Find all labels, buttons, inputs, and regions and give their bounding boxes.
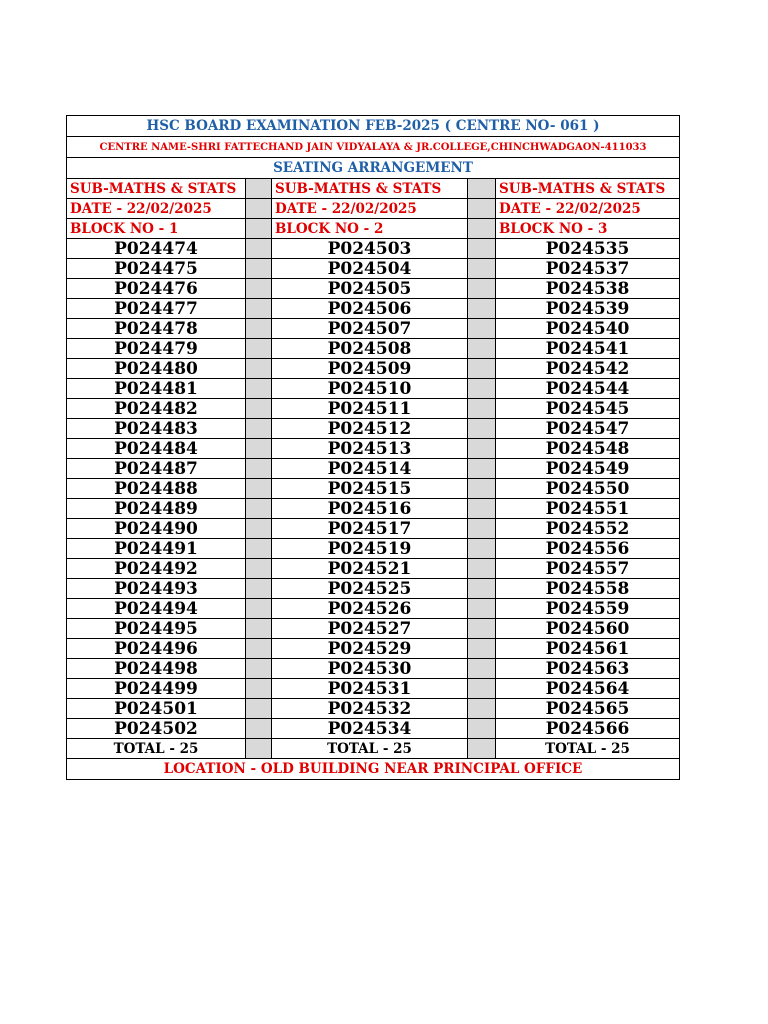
- seat-number: P024506: [272, 299, 468, 319]
- column-spacer: [468, 399, 496, 419]
- seat-number: P024507: [272, 319, 468, 339]
- seat-number: P024544: [496, 379, 679, 399]
- column-spacer: [246, 539, 272, 559]
- seat-number: P024527: [272, 619, 468, 639]
- seat-number: P024517: [272, 519, 468, 539]
- column-spacer: [246, 179, 272, 199]
- exam-title: HSC BOARD EXAMINATION FEB-2025 ( CENTRE NO- 061 ): [67, 116, 679, 137]
- column-spacer: [246, 719, 272, 739]
- column-spacer: [468, 459, 496, 479]
- total-block-1: TOTAL - 25: [67, 739, 246, 759]
- seat-number: P024498: [67, 659, 246, 679]
- column-spacer: [246, 419, 272, 439]
- seat-number: P024516: [272, 499, 468, 519]
- column-spacer: [468, 379, 496, 399]
- subject-label-block-3: SUB-MATHS & STATS: [496, 179, 679, 199]
- column-spacer: [468, 259, 496, 279]
- column-spacer: [468, 579, 496, 599]
- column-spacer: [468, 639, 496, 659]
- seat-number: P024545: [496, 399, 679, 419]
- seat-number: P024556: [496, 539, 679, 559]
- column-spacer: [468, 699, 496, 719]
- seat-number: P024503: [272, 239, 468, 259]
- seat-number: P024563: [496, 659, 679, 679]
- seat-number: P024548: [496, 439, 679, 459]
- column-spacer: [246, 239, 272, 259]
- column-spacer: [468, 279, 496, 299]
- column-spacer: [246, 439, 272, 459]
- column-spacer: [246, 499, 272, 519]
- centre-name: CENTRE NAME-SHRI FATTECHAND JAIN VIDYALAYA & JR.COLLEGE,CHINCHWADGAON-411033: [67, 137, 679, 158]
- seat-number: P024488: [67, 479, 246, 499]
- column-spacer: [246, 699, 272, 719]
- seat-number: P024531: [272, 679, 468, 699]
- subject-label-block-2: SUB-MATHS & STATS: [272, 179, 468, 199]
- column-spacer: [246, 259, 272, 279]
- column-spacer: [468, 339, 496, 359]
- seat-number: P024481: [67, 379, 246, 399]
- seat-number: P024558: [496, 579, 679, 599]
- seat-number: P024566: [496, 719, 679, 739]
- seat-number: P024564: [496, 679, 679, 699]
- column-spacer: [468, 219, 496, 239]
- block-label-block-1: BLOCK NO - 1: [67, 219, 246, 239]
- seat-number: P024561: [496, 639, 679, 659]
- column-spacer: [468, 739, 496, 759]
- date-label-block-1: DATE - 22/02/2025: [67, 199, 246, 219]
- column-spacer: [468, 239, 496, 259]
- date-label-block-2: DATE - 22/02/2025: [272, 199, 468, 219]
- block-label-block-2: BLOCK NO - 2: [272, 219, 468, 239]
- seat-number: P024559: [496, 599, 679, 619]
- seat-number: P024492: [67, 559, 246, 579]
- seat-number: P024479: [67, 339, 246, 359]
- column-spacer: [246, 579, 272, 599]
- seat-number: P024547: [496, 419, 679, 439]
- seat-number: P024478: [67, 319, 246, 339]
- seat-number: P024494: [67, 599, 246, 619]
- seat-number: P024495: [67, 619, 246, 639]
- seat-number: P024550: [496, 479, 679, 499]
- column-spacer: [246, 299, 272, 319]
- column-spacer: [468, 419, 496, 439]
- seat-number: P024511: [272, 399, 468, 419]
- seat-number: P024483: [67, 419, 246, 439]
- seat-number: P024514: [272, 459, 468, 479]
- column-spacer: [468, 299, 496, 319]
- block-label-block-3: BLOCK NO - 3: [496, 219, 679, 239]
- seating-sheet: [66, 115, 680, 780]
- column-spacer: [246, 599, 272, 619]
- seat-number: P024490: [67, 519, 246, 539]
- seat-number: P024538: [496, 279, 679, 299]
- seat-number: P024534: [272, 719, 468, 739]
- seat-number: P024529: [272, 639, 468, 659]
- seat-number: P024541: [496, 339, 679, 359]
- seat-number: P024513: [272, 439, 468, 459]
- column-spacer: [468, 619, 496, 639]
- seat-number: P024525: [272, 579, 468, 599]
- seat-number: P024499: [67, 679, 246, 699]
- column-spacer: [468, 559, 496, 579]
- subject-label-block-1: SUB-MATHS & STATS: [67, 179, 246, 199]
- seat-number: P024530: [272, 659, 468, 679]
- seat-number: P024496: [67, 639, 246, 659]
- seat-number: P024482: [67, 399, 246, 419]
- column-spacer: [468, 479, 496, 499]
- column-spacer: [468, 519, 496, 539]
- column-spacer: [468, 659, 496, 679]
- column-spacer: [468, 179, 496, 199]
- seat-number: P024477: [67, 299, 246, 319]
- seat-number: P024489: [67, 499, 246, 519]
- seat-number: P024565: [496, 699, 679, 719]
- column-spacer: [468, 319, 496, 339]
- location-footer: LOCATION - OLD BUILDING NEAR PRINCIPAL OFFICE: [163, 761, 583, 777]
- seat-number: P024504: [272, 259, 468, 279]
- column-spacer: [246, 319, 272, 339]
- column-spacer: [468, 599, 496, 619]
- seat-number: P024552: [496, 519, 679, 539]
- seat-number: P024493: [67, 579, 246, 599]
- column-spacer: [246, 639, 272, 659]
- column-spacer: [246, 659, 272, 679]
- seating-arrangement-heading: SEATING ARRANGEMENT: [67, 158, 679, 179]
- seat-number: P024487: [67, 459, 246, 479]
- column-spacer: [468, 499, 496, 519]
- seat-number: P024510: [272, 379, 468, 399]
- column-spacer: [246, 359, 272, 379]
- seating-table: [67, 179, 679, 759]
- seat-number: P024484: [67, 439, 246, 459]
- column-spacer: [246, 559, 272, 579]
- seat-number: P024526: [272, 599, 468, 619]
- column-spacer: [468, 199, 496, 219]
- column-spacer: [468, 679, 496, 699]
- seat-number: P024509: [272, 359, 468, 379]
- column-spacer: [246, 199, 272, 219]
- column-spacer: [246, 379, 272, 399]
- column-spacer: [246, 739, 272, 759]
- column-spacer: [246, 219, 272, 239]
- total-block-3: TOTAL - 25: [496, 739, 679, 759]
- seat-number: P024508: [272, 339, 468, 359]
- seat-number: P024521: [272, 559, 468, 579]
- column-spacer: [246, 479, 272, 499]
- seat-number: P024549: [496, 459, 679, 479]
- total-block-2: TOTAL - 25: [272, 739, 468, 759]
- seat-number: P024501: [67, 699, 246, 719]
- seat-number: P024557: [496, 559, 679, 579]
- seat-number: P024480: [67, 359, 246, 379]
- seat-number: P024476: [67, 279, 246, 299]
- seat-number: P024539: [496, 299, 679, 319]
- column-spacer: [468, 539, 496, 559]
- seat-number: P024535: [496, 239, 679, 259]
- column-spacer: [468, 439, 496, 459]
- column-spacer: [246, 619, 272, 639]
- column-spacer: [468, 359, 496, 379]
- column-spacer: [246, 519, 272, 539]
- column-spacer: [468, 719, 496, 739]
- seat-number: P024502: [67, 719, 246, 739]
- column-spacer: [246, 339, 272, 359]
- seat-number: P024551: [496, 499, 679, 519]
- column-spacer: [246, 679, 272, 699]
- seat-number: P024540: [496, 319, 679, 339]
- seat-number: P024519: [272, 539, 468, 559]
- seat-number: P024532: [272, 699, 468, 719]
- seat-number: P024515: [272, 479, 468, 499]
- seat-number: P024560: [496, 619, 679, 639]
- seat-number: P024491: [67, 539, 246, 559]
- seat-number: P024474: [67, 239, 246, 259]
- seat-number: P024542: [496, 359, 679, 379]
- seat-number: P024475: [67, 259, 246, 279]
- date-label-block-3: DATE - 22/02/2025: [496, 199, 679, 219]
- column-spacer: [246, 459, 272, 479]
- column-spacer: [246, 279, 272, 299]
- column-spacer: [246, 399, 272, 419]
- seat-number: P024512: [272, 419, 468, 439]
- seat-number: P024537: [496, 259, 679, 279]
- seat-number: P024505: [272, 279, 468, 299]
